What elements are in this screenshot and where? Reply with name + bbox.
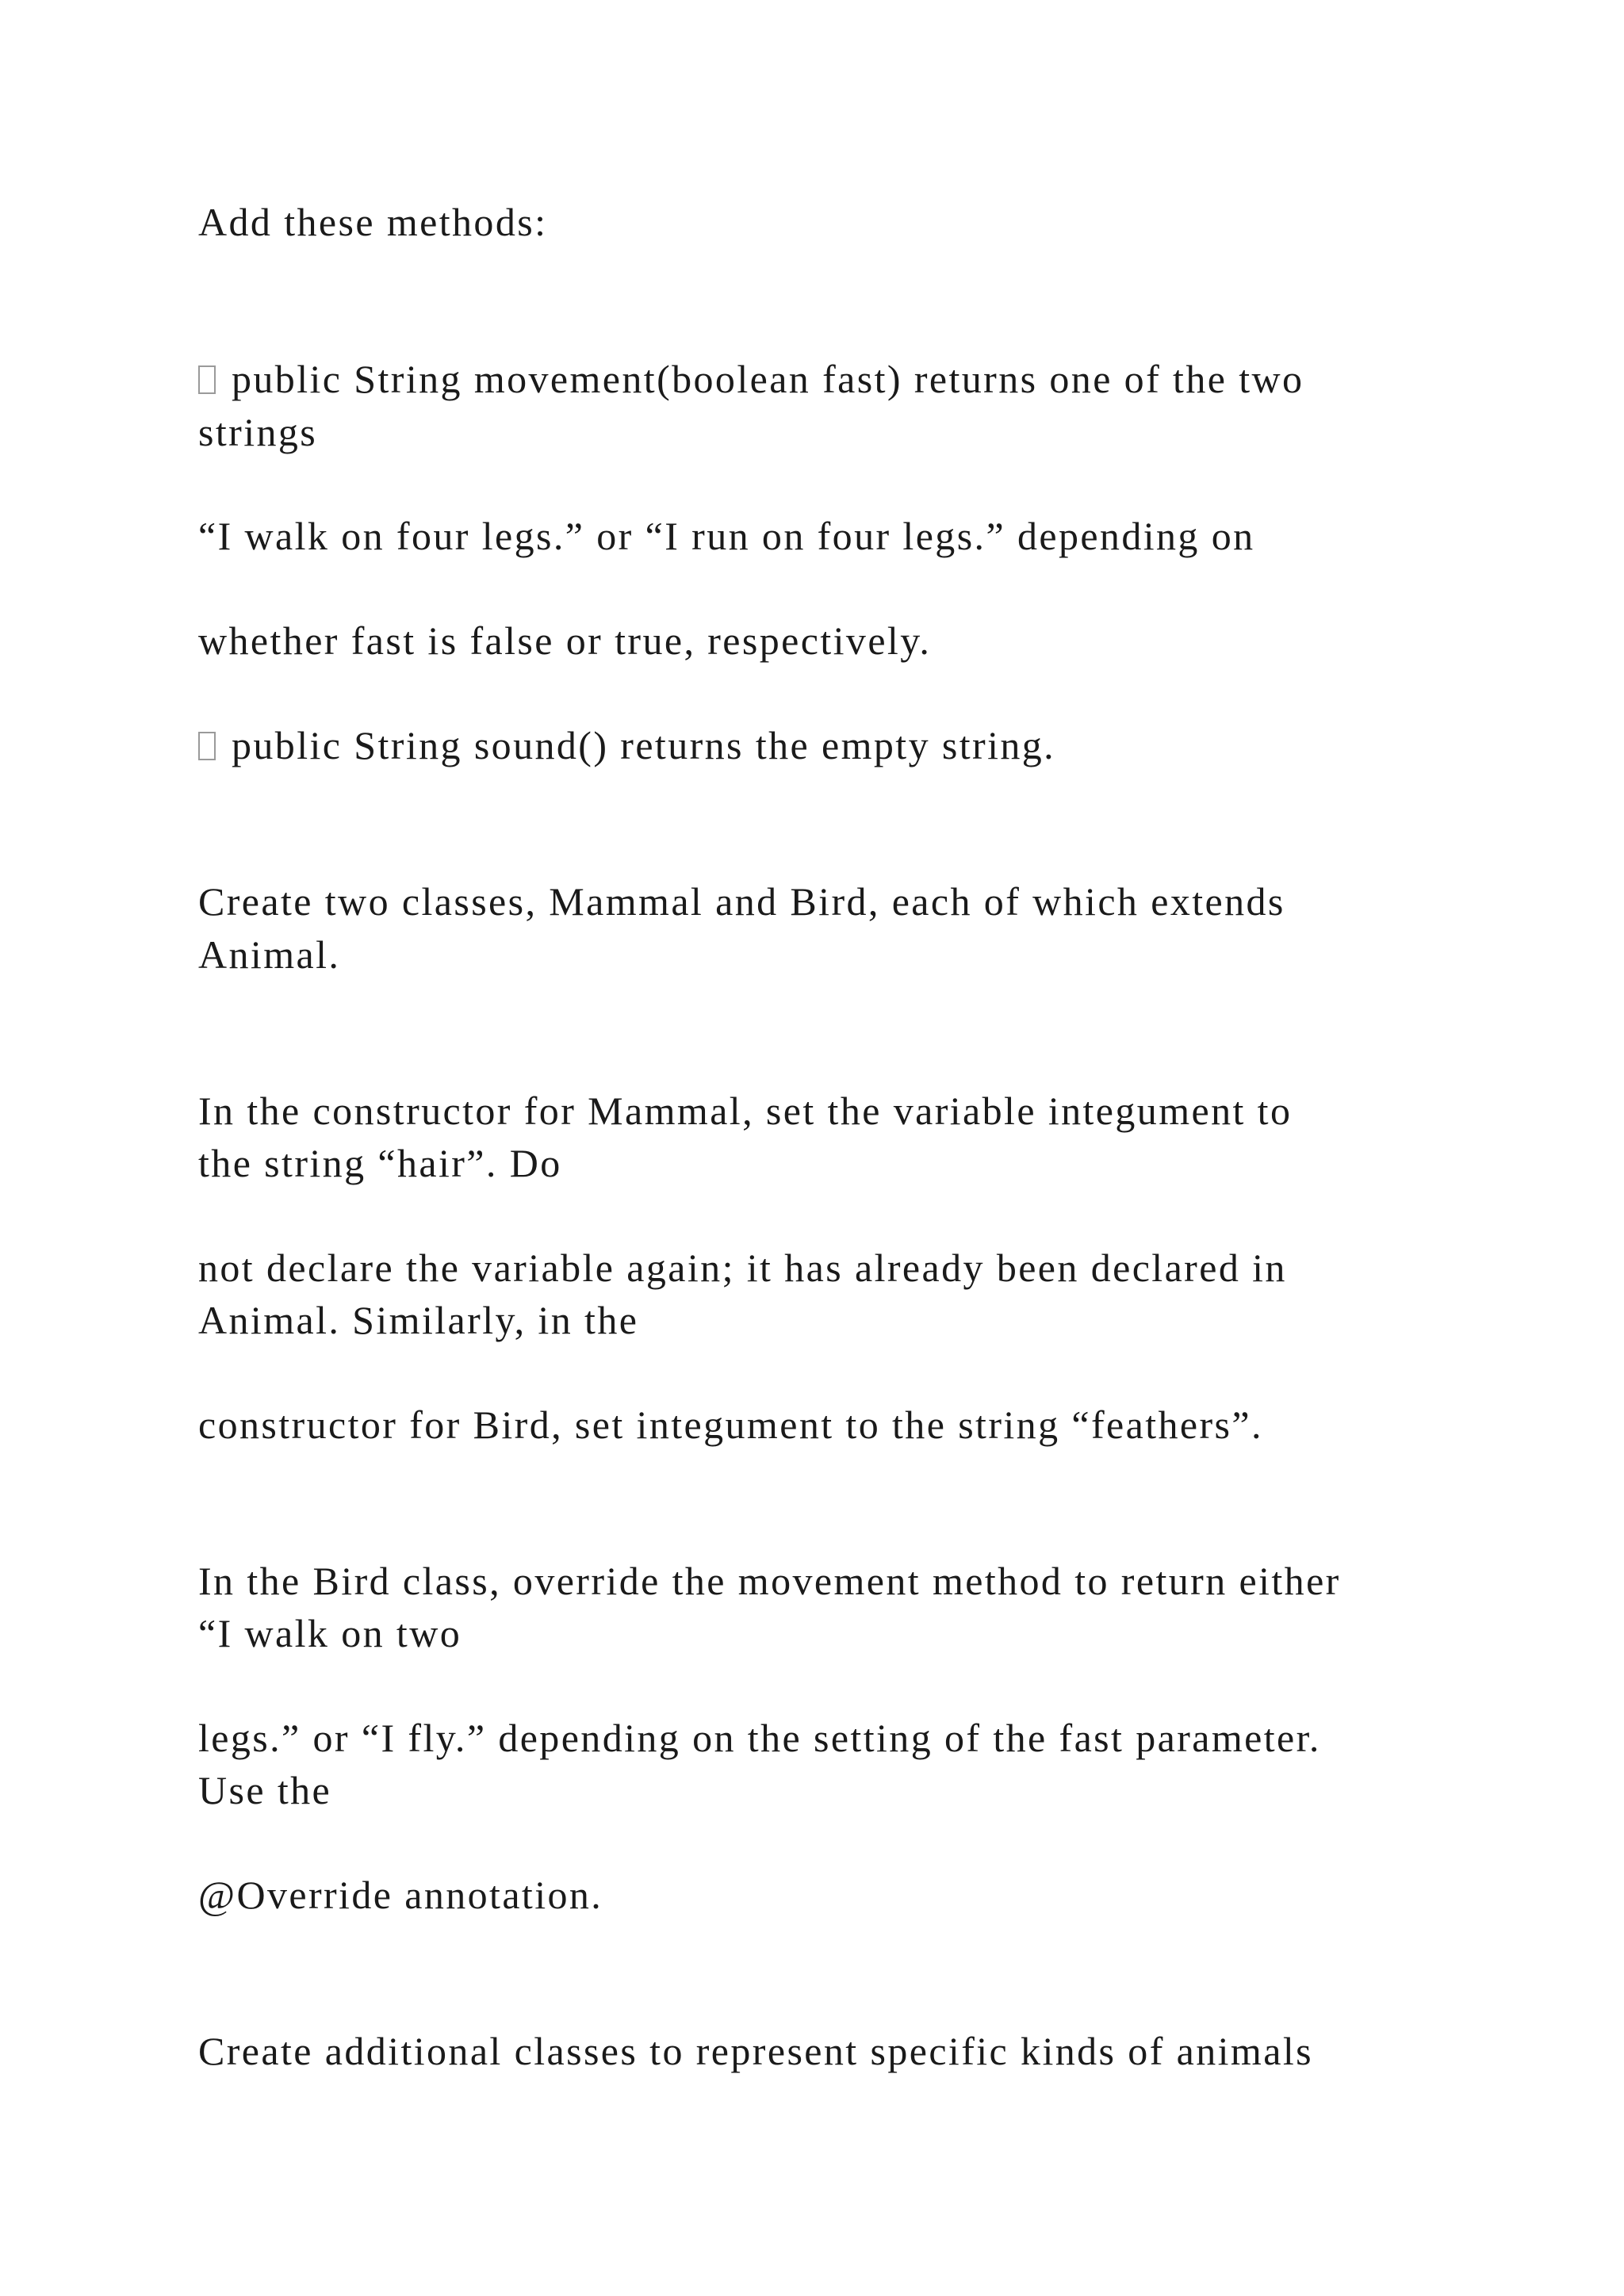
override-text-4: Use the — [198, 1768, 332, 1812]
movement-text-1: public String movement(boolean fast) returns one of the two — [232, 357, 1304, 401]
constructor-text-2: the string “hair”. Do — [198, 1141, 562, 1185]
override-text-2: “I walk on two — [198, 1611, 462, 1655]
override-text-3: legs.” or “I fly.” depending on the setting of the fast parameter. — [198, 1716, 1321, 1760]
bullet-sound-line-1 — [198, 719, 1055, 771]
constructor-text-3: not declare the variable again; it has already been declared in — [198, 1246, 1287, 1290]
constructor-text-4: Animal. Similarly, in the — [198, 1298, 639, 1342]
constructor-text-5: constructor for Bird, set integument to the string “feathers”. — [198, 1402, 1263, 1447]
heading-add-methods: Add these methods: — [198, 200, 548, 244]
override-text-5: @Override annotation. — [198, 1873, 603, 1917]
bullet-movement-line-1 — [198, 353, 1304, 405]
movement-text-3: “I walk on four legs.” or “I run on four legs.” depending on — [198, 514, 1255, 558]
bullet-glyph-icon — [198, 732, 216, 760]
movement-text-4: whether fast is false or true, respectively. — [198, 618, 932, 663]
constructor-text-1: In the constructor for Mammal, set the variable integument to — [198, 1089, 1293, 1133]
movement-text-2: strings — [198, 410, 318, 454]
create-classes-text-1: Create two classes, Mammal and Bird, each of which extends — [198, 879, 1285, 924]
bullet-glyph-icon — [198, 365, 216, 394]
additional-classes-text-1: Create additional classes to represent specific kinds of animals — [198, 2029, 1313, 2073]
create-classes-text-2: Animal. — [198, 932, 341, 977]
sound-text-1: public String sound() returns the empty string. — [232, 723, 1056, 767]
override-text-1: In the Bird class, override the movement method to return either — [198, 1559, 1341, 1603]
